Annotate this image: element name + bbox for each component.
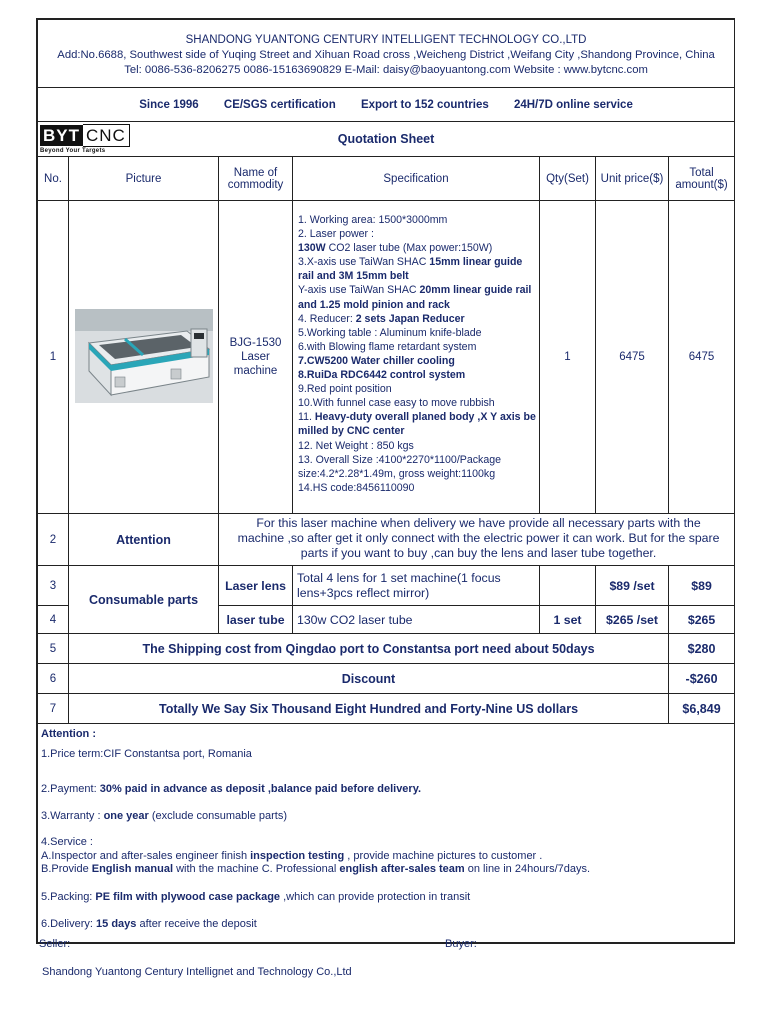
quotation-table xyxy=(37,19,735,943)
warranty-term: 3.Warranty : one year (exclude consumable parts) xyxy=(41,809,287,822)
company-contact: Tel: 0086-536-8206275 0086-15163690829 E-Mail: daisy@baoyuantong.com Website : www.bytcnc.com xyxy=(124,64,648,76)
item-total: 6475 xyxy=(669,201,735,514)
spec-line: 1. Working area: 1500*3000mm xyxy=(298,214,448,226)
tagline-cert: CE/SGS certification xyxy=(223,98,336,111)
lens-spec: Total 4 lens for 1 set machine(1 focus lens+3pcs reflect mirror) xyxy=(293,566,540,606)
row-number: 2 xyxy=(38,514,69,566)
spec-line: 11. Heavy-duty overall planed body ,X Y axis be milled by CNC center xyxy=(298,411,536,438)
specification-list xyxy=(293,201,540,514)
machine-picture xyxy=(69,201,219,514)
title-row xyxy=(38,122,735,157)
commodity-name: BJG-1530 Laser machine xyxy=(219,201,293,514)
row-number: 4 xyxy=(38,606,69,634)
service-line-a: A.Inspector and after-sales engineer finish inspection testing , provide machine pictures to customer . xyxy=(41,849,543,862)
spec-line: 14.HS code:8456110090 xyxy=(298,481,415,494)
logo-right: CNC xyxy=(83,124,130,147)
col-header-qty: Qty(Set) xyxy=(540,157,596,201)
row-number: 6 xyxy=(38,664,69,694)
grand-total: $6,849 xyxy=(669,694,735,724)
packing-term: 5.Packing: PE film with plywood case package ,which can provide protection in transit xyxy=(41,890,471,903)
table-row xyxy=(38,566,735,606)
table-row xyxy=(38,201,735,514)
tagline-export: Export to 152 countries xyxy=(360,98,489,111)
logo-slogan: Beyond Your Targets xyxy=(40,148,106,154)
consumables-label: Consumable parts xyxy=(69,566,219,634)
tube-unit-price: $265 /set xyxy=(596,606,669,634)
spec-line: 12. Net Weight : 850 kgs xyxy=(298,439,414,452)
payment-term: 2.Payment: 30% paid in advance as deposit ,balance paid before delivery. xyxy=(41,783,422,795)
signature-area xyxy=(36,938,733,978)
spec-line: 4. Reducer: 2 sets Japan Reducer xyxy=(298,312,465,325)
logo-left: BYT xyxy=(40,125,83,146)
spec-line: 8.RuiDa RDC6442 control system xyxy=(298,369,466,382)
tube-qty: 1 set xyxy=(540,606,596,634)
spec-line: 9.Red point position xyxy=(298,383,392,396)
lens-name: Laser lens xyxy=(219,566,293,606)
tagline-row xyxy=(38,88,735,122)
total-row xyxy=(38,694,735,724)
tube-spec: 130w CO2 laser tube xyxy=(293,606,540,634)
tube-total: $265 xyxy=(669,606,735,634)
tagline-service: 24H/7D online service xyxy=(513,98,633,111)
byt-logo xyxy=(40,124,130,154)
company-address: Add:No.6688, Southwest side of Yuqing Street and Xihuan Road cross ,Weicheng District ,Weifang City ,Shandong Province, China xyxy=(57,49,715,61)
page-title: Quotation Sheet xyxy=(337,132,435,146)
col-header-spec: Specification xyxy=(293,157,540,201)
item-qty: 1 xyxy=(540,201,596,514)
seller-company: Shandong Yuantong Century Intellignet and Technology Co.,Ltd xyxy=(42,966,352,978)
col-header-name: Name of commodity xyxy=(219,157,293,201)
price-term: 1.Price term:CIF Constantsa port, Romania xyxy=(41,747,252,760)
shipping-row xyxy=(38,634,735,664)
lens-total: $89 xyxy=(669,566,735,606)
spec-line: 5.Working table : Aluminum knife-blade xyxy=(298,326,482,339)
spec-line: 13. Overall Size :4100*2270*1100/Package size:4.2*2.28*1.49m, gross weight:1100kg xyxy=(298,453,501,480)
delivery-term: 6.Delivery: 15 days after receive the deposit xyxy=(41,918,257,930)
spec-line: 6.with Blowing flame retardant system xyxy=(298,340,477,353)
company-header xyxy=(38,20,735,88)
col-header-unit-price: Unit price($) xyxy=(596,157,669,201)
spec-line: 10.With funnel case easy to move rubbish xyxy=(298,397,495,410)
discount-total: -$260 xyxy=(669,664,735,694)
shipping-total: $280 xyxy=(669,634,735,664)
tube-name: laser tube xyxy=(219,606,293,634)
spec-line: 3.X-axis use TaiWan SHAC 15mm linear guide rail and 3M 15mm belt xyxy=(298,256,523,283)
quotation-sheet xyxy=(36,18,735,944)
terms-notes xyxy=(38,724,735,943)
spec-line: 7.CW5200 Water chiller cooling xyxy=(298,354,455,367)
spec-line: Y-axis use TaiWan SHAC 20mm linear guide rail and 1.25 mold pinion and rack xyxy=(298,284,532,311)
discount-row xyxy=(38,664,735,694)
lens-qty xyxy=(540,566,596,606)
tagline-since: Since 1996 xyxy=(139,98,199,111)
discount-text: Discount xyxy=(69,664,669,694)
row-number: 7 xyxy=(38,694,69,724)
attention-label: Attention xyxy=(69,514,219,566)
service-term: 4.Service : xyxy=(41,836,93,848)
item-unit-price: 6475 xyxy=(596,201,669,514)
spec-line: 2. Laser power : xyxy=(298,228,374,241)
laser-machine-image xyxy=(75,309,213,403)
lens-unit-price: $89 /set xyxy=(596,566,669,606)
seller-label: Seller: xyxy=(39,938,71,950)
row-number: 3 xyxy=(38,566,69,606)
shipping-text: The Shipping cost from Qingdao port to Constantsa port need about 50days xyxy=(69,634,669,664)
row-number: 1 xyxy=(38,201,69,514)
attention-text-cell xyxy=(219,514,735,566)
row-number: 5 xyxy=(38,634,69,664)
attention-row xyxy=(38,514,735,566)
company-name: SHANDONG YUANTONG CENTURY INTELLIGENT TECHNOLOGY CO.,LTD xyxy=(185,34,587,46)
col-header-total: Total amount($) xyxy=(669,157,735,201)
col-header-no: No. xyxy=(38,157,69,201)
attention-text: For this laser machine when delivery we have provide all necessary parts with the machine ,so after get it only connect with the electric power it can work. But for the spare parts if you want to buy ,can buy the lens and laser tube together. xyxy=(237,516,720,560)
total-in-words: Totally We Say Six Thousand Eight Hundred and Forty-Nine US dollars xyxy=(69,694,669,724)
buyer-label: Buyer: xyxy=(445,938,477,950)
spec-line: 130W CO2 laser tube (Max power:150W) xyxy=(298,242,493,255)
notes-heading: Attention : xyxy=(41,728,96,740)
service-line-b: B.Provide English manual with the machine C. Professional english after-sales team on line in 24hours/7days. xyxy=(41,863,591,875)
col-header-picture: Picture xyxy=(69,157,219,201)
